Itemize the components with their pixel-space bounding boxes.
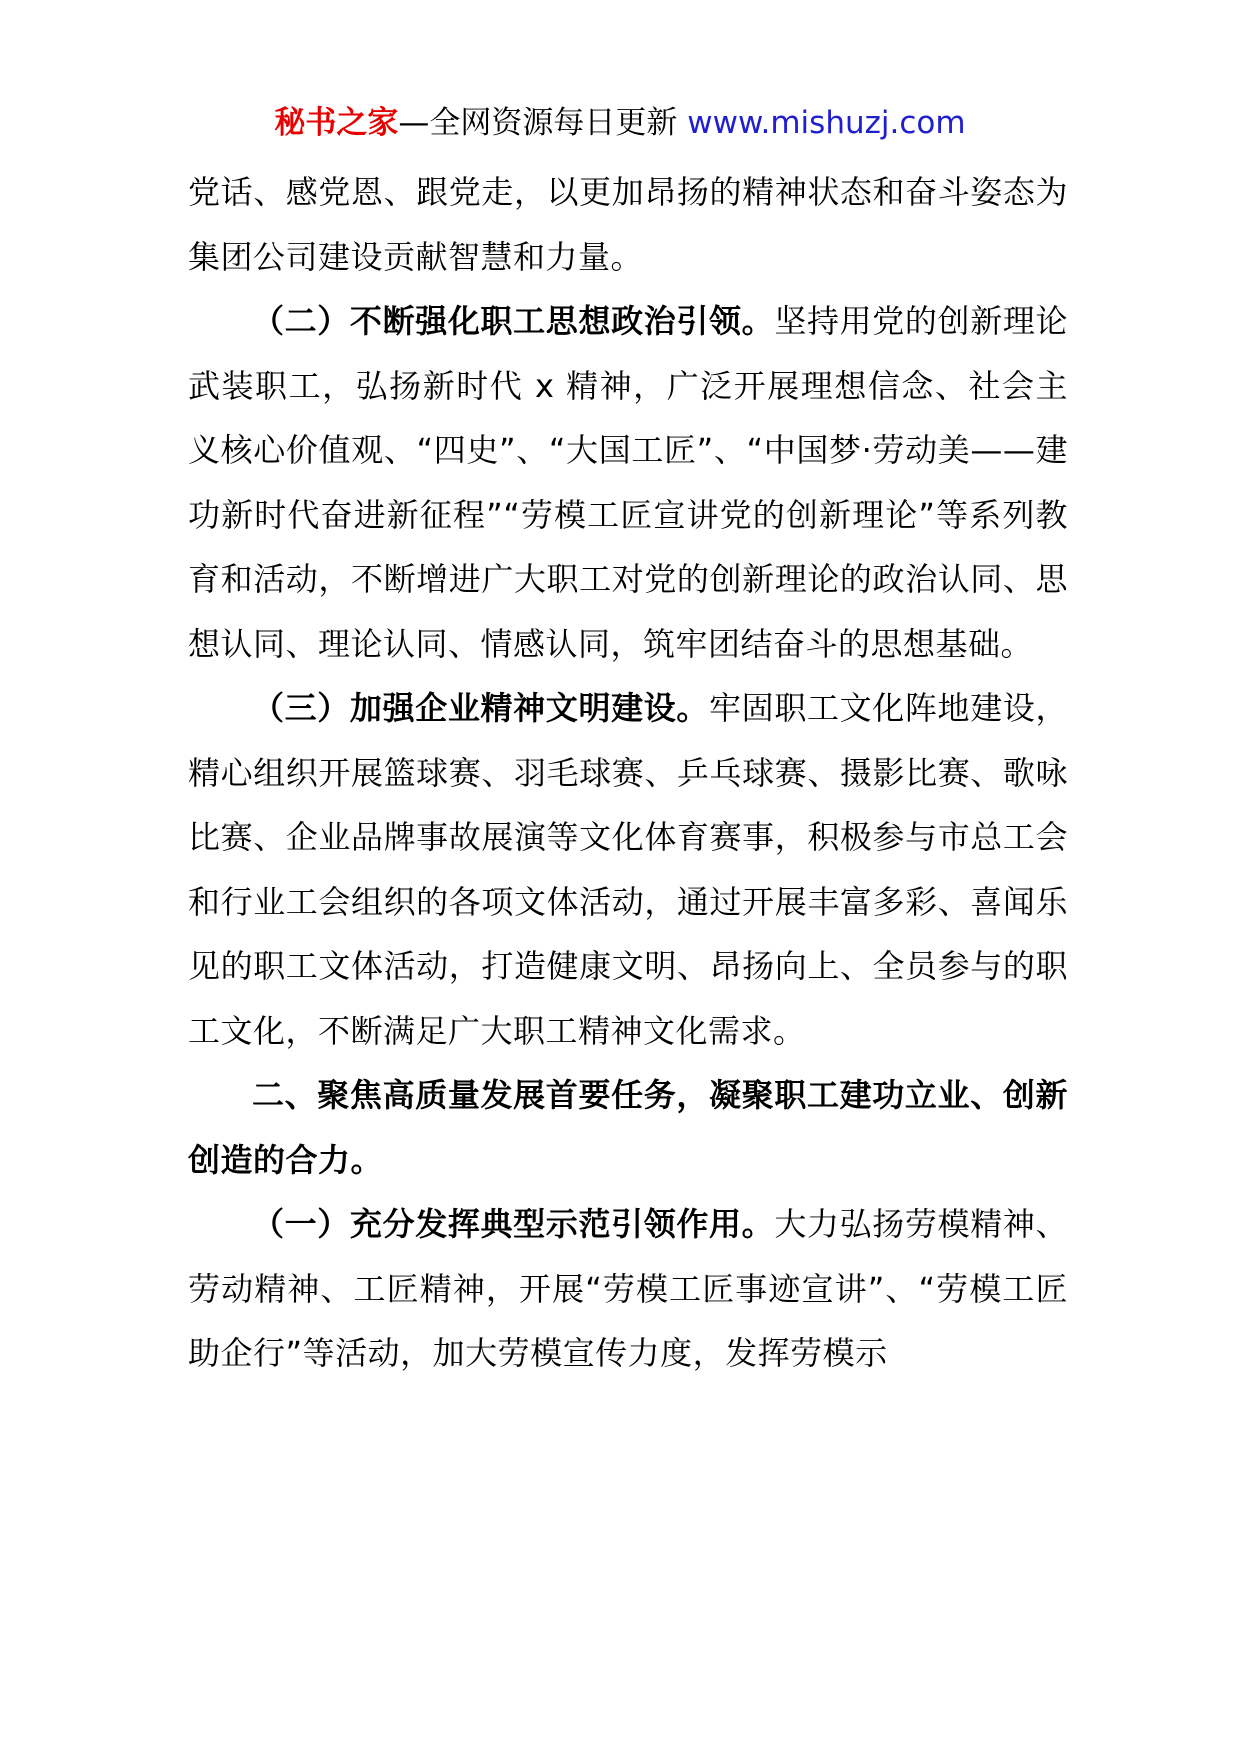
section-heading: （二）不断强化职工思想政治引领。 bbox=[252, 302, 775, 340]
paragraph-continuation bbox=[188, 160, 1068, 289]
section-heading: （三）加强企业精神文明建设。 bbox=[252, 689, 710, 727]
paragraph-text: 牢固职工文化阵地建设，精心组织开展篮球赛、羽毛球赛、乒乓球赛、摄影比赛、歌咏比赛、企业品牌事故展演等文化体育赛事，积极参与市总工会和行业工会组织的各项文体活动，通过开展丰富多彩、喜闻乐见的职工文体活动，打造健康文明、昂扬向上、全员参与的职工文化，不断满足广大职工精神文化需求。 bbox=[188, 689, 1068, 1050]
paragraph-text: 坚持用党的创新理论武装职工，弘扬新时代 x 精神，广泛开展理想信念、社会主义核心价值观、“四史”、“大国工匠”、“中国梦·劳动美——建功新时代奋进新征程”“劳模工匠宣讲党的创新理论”等系列教育和活动，不断增进广大职工对党的创新理论的政治认同、思想认同、理论认同、情感认同，筑牢团结奋斗的思想基础。 bbox=[188, 302, 1068, 663]
header-url[interactable]: www.mishuzj.com bbox=[687, 105, 966, 141]
paragraph-text: 党话、感党恩、跟党走，以更加昂扬的精神状态和奋斗姿态为集团公司建设贡献智慧和力量。 bbox=[188, 173, 1068, 276]
section-heading: （一）充分发挥典型示范引领作用。 bbox=[252, 1205, 775, 1243]
brand-name: 秘书之家 bbox=[274, 105, 399, 141]
document-header bbox=[0, 98, 1240, 148]
header-tagline: —全网资源每日更新 bbox=[398, 105, 688, 141]
document-body bbox=[188, 160, 1068, 1386]
paragraph-section-2 bbox=[188, 289, 1068, 676]
paragraph-section-3 bbox=[188, 676, 1068, 1063]
chapter-heading-text: 二、聚焦高质量发展首要任务，凝聚职工建功立业、创新创造的合力。 bbox=[188, 1076, 1068, 1179]
paragraph-text: 大力弘扬劳模精神、劳动精神、工匠精神，开展“劳模工匠事迹宣讲”、“劳模工匠助企行”等活动，加大劳模宣传力度，发挥劳模示 bbox=[188, 1205, 1068, 1372]
paragraph-section-1 bbox=[188, 1192, 1068, 1386]
chapter-heading bbox=[188, 1063, 1068, 1192]
